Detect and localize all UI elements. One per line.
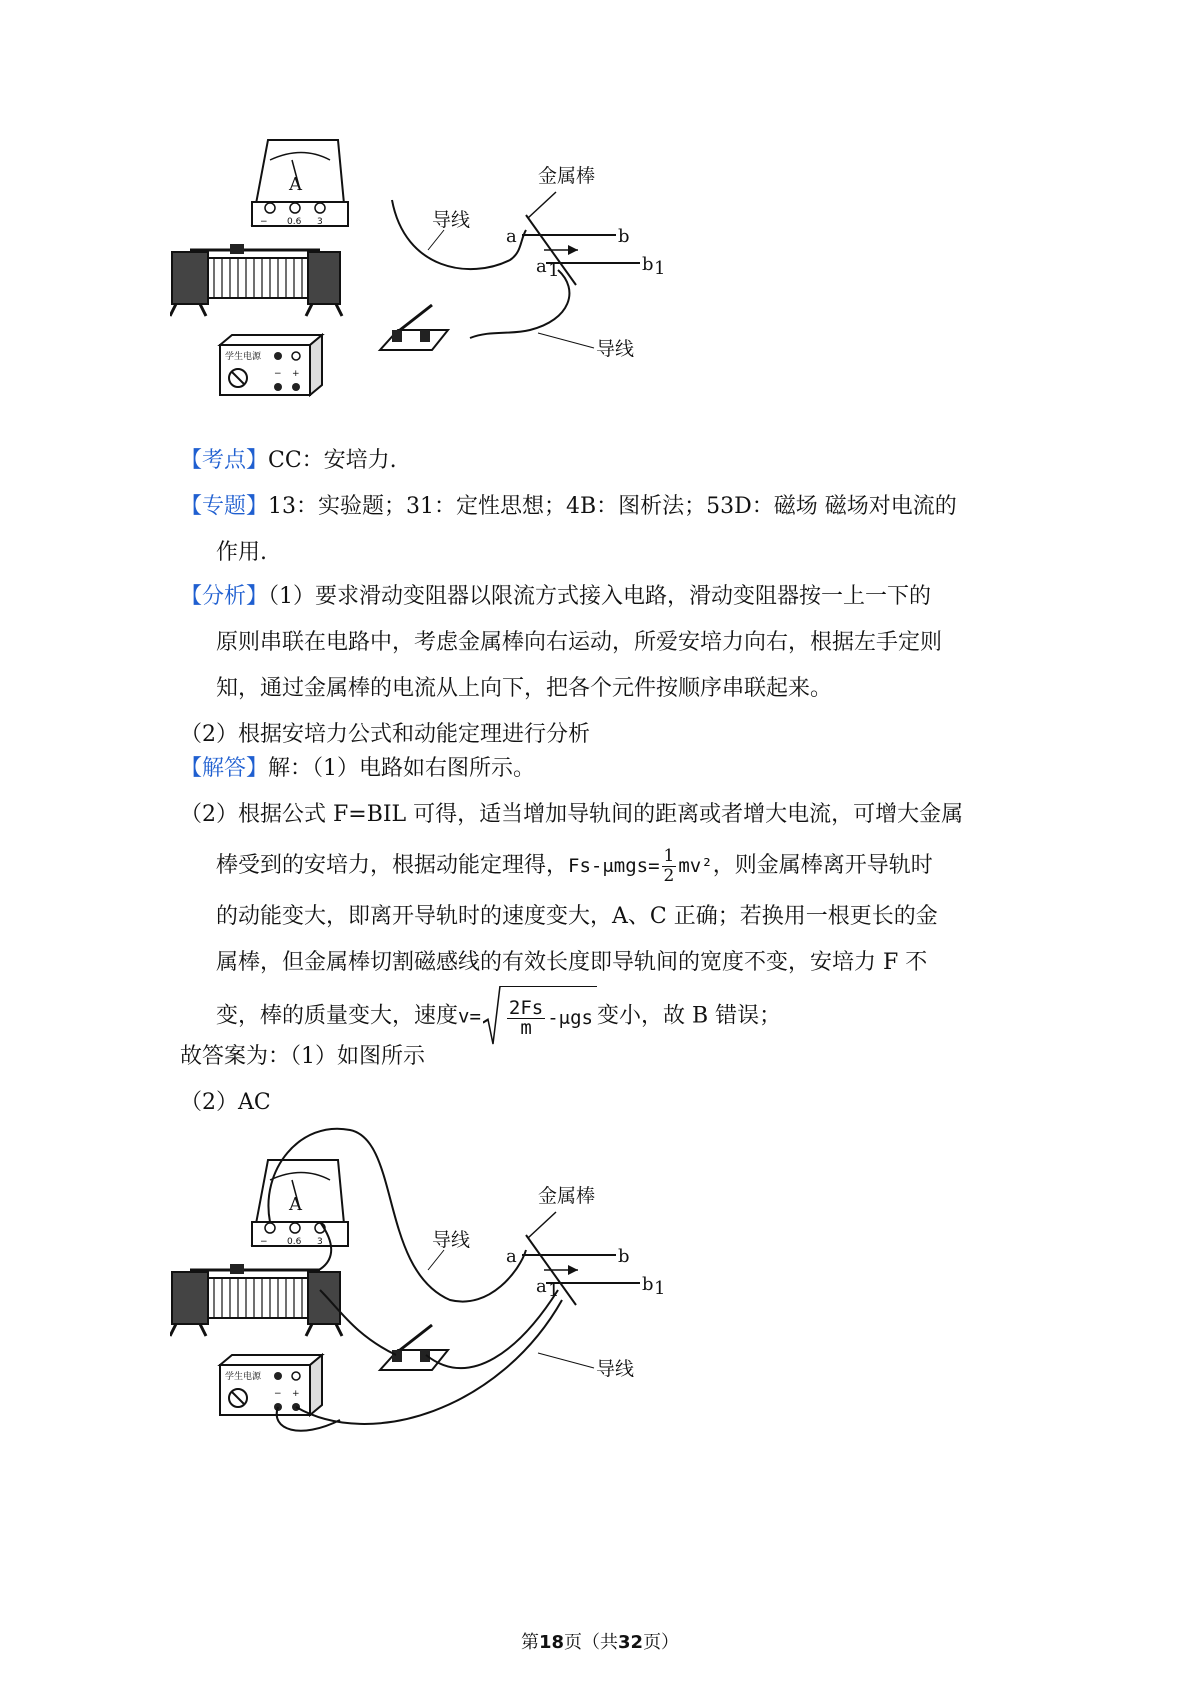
label-b1-sub: 1 [654, 258, 666, 279]
eq1-left: Fs-μmgs= [568, 855, 660, 877]
fenxi-line2: 原则串联在电路中，考虑金属棒向右运动，所爱安培力向右，根据左手定则 [216, 630, 943, 655]
jieda-line3a: 棒受到的安培力，根据动能定理得， [216, 853, 569, 878]
label-wire-bottom: 导线 [596, 1358, 635, 1380]
wire-switch-rail [426, 1290, 558, 1368]
power-minus: − [274, 369, 282, 379]
label-wire-top: 导线 [432, 209, 471, 231]
rheostat-icon [170, 244, 342, 316]
fenxi-line3: 知，通过金属棒的电流从上向下，把各个元件按顺序串联起来。 [216, 676, 833, 701]
eq2-rest: -μgs [547, 1007, 593, 1029]
footer-suffix: 页） [643, 1632, 680, 1653]
apparatus-diagram [170, 130, 730, 430]
power-supply-icon [220, 1355, 322, 1415]
page-total: 32 [618, 1632, 644, 1653]
circuit-diagram [170, 1120, 730, 1460]
ammeter-scale: 0.6 [287, 217, 302, 227]
fenxi-line1: （1）要求滑动变阻器以限流方式接入电路，滑动变阻器按一上一下的 [268, 584, 932, 609]
fenxi-section [180, 574, 1030, 758]
rails-and-rod [506, 1185, 665, 1305]
label-a: a [506, 226, 517, 247]
zhuanti-section [180, 484, 1030, 576]
apparatus-figure [170, 130, 730, 430]
power-supply-label: 学生电源 [225, 352, 262, 362]
footer-middle: 页（共 [564, 1632, 618, 1653]
answer-line2: （2）AC [180, 1090, 271, 1115]
fenxi-tag: 【分析】 [180, 584, 269, 609]
kaodian-section [180, 438, 1030, 484]
jieda-section [180, 746, 1030, 1047]
eq1-numerator: 1 [663, 845, 675, 866]
zhuanti-line1: 13：实验题；31：定性思想；4B：图析法；53D：磁场 磁场对电流的 [268, 494, 957, 519]
power-plus: + [292, 369, 300, 379]
zhuanti-line2: 作用. [216, 540, 267, 565]
eq2-numerator: 2Fs [508, 996, 544, 1019]
label-a1-sub: 1 [548, 1280, 560, 1301]
jieda-line1: 解：（1）电路如右图所示。 [268, 756, 536, 781]
label-b1: b [642, 254, 654, 275]
switch-icon [380, 305, 448, 350]
ammeter-icon [252, 1160, 348, 1247]
fenxi-line4: （2）根据安培力公式和动能定理进行分析 [180, 722, 590, 747]
jieda-tag: 【解答】 [180, 756, 269, 781]
ammeter-minus: − [260, 217, 268, 227]
label-wire-bottom: 导线 [596, 338, 635, 360]
jieda-line5: 属棒，但金属棒切割磁感线的有效长度即导轨间的宽度不变，安培力 F 不 [216, 950, 928, 975]
ammeter-minus: − [260, 1237, 268, 1247]
eq1-denominator: 2 [663, 865, 675, 886]
jieda-line3 [180, 838, 1030, 894]
label-metal-rod: 金属棒 [538, 165, 596, 187]
page-footer [0, 1628, 1200, 1654]
ammeter-letter: A [289, 1194, 302, 1215]
label-b: b [618, 226, 630, 247]
circuit-figure [170, 1120, 730, 1460]
jieda-line2: （2）根据公式 F=BIL 可得，适当增加导轨间的距离或者增大电流，可增大金属 [180, 802, 964, 827]
label-a1: a [536, 256, 547, 277]
label-b1: b [642, 1274, 654, 1295]
label-b1-sub: 1 [654, 1278, 666, 1299]
power-supply-icon [220, 335, 322, 395]
label-wire-top: 导线 [432, 1229, 471, 1251]
jieda-line6b: 变小，故 B 错误； [597, 1003, 782, 1029]
power-plus: + [292, 1389, 300, 1399]
ammeter-icon [252, 140, 348, 227]
eq2-denominator: m [520, 1016, 532, 1039]
label-a1-sub: 1 [548, 260, 560, 281]
eq1-fraction [662, 847, 677, 886]
rheostat-icon [170, 1264, 342, 1336]
power-supply-label: 学生电源 [225, 1372, 262, 1382]
label-a: a [506, 1246, 517, 1267]
ammeter-letter: A [289, 174, 302, 195]
kaodian-text: CC：安培力. [268, 448, 397, 473]
ammeter-three: 3 [317, 217, 323, 227]
eq2-v: v= [458, 1005, 481, 1028]
label-a1: a [536, 1276, 547, 1297]
ammeter-three: 3 [317, 1237, 323, 1247]
page-number: 18 [538, 1632, 564, 1653]
eq2-fraction [507, 996, 545, 1039]
footer-prefix: 第 [520, 1632, 539, 1653]
answer-line1: 故答案为：（1）如图所示 [180, 1044, 425, 1069]
zhuanti-tag: 【专题】 [180, 494, 269, 519]
answer-section [180, 1034, 1030, 1126]
jieda-line6a: 变，棒的质量变大，速度 [216, 1003, 459, 1029]
jieda-line3b: ，则金属棒离开导轨时 [712, 853, 933, 878]
kaodian-tag: 【考点】 [180, 448, 269, 473]
jieda-line4: 的动能变大，即离开导轨时的速度变大，A、C 正确；若换用一根更长的金 [216, 904, 938, 929]
ammeter-scale: 0.6 [287, 1237, 302, 1247]
label-metal-rod: 金属棒 [538, 1185, 596, 1207]
rails-and-rod [506, 165, 665, 285]
label-b: b [618, 1246, 630, 1267]
eq1-right: mv² [678, 855, 713, 877]
power-minus: − [274, 1389, 282, 1399]
